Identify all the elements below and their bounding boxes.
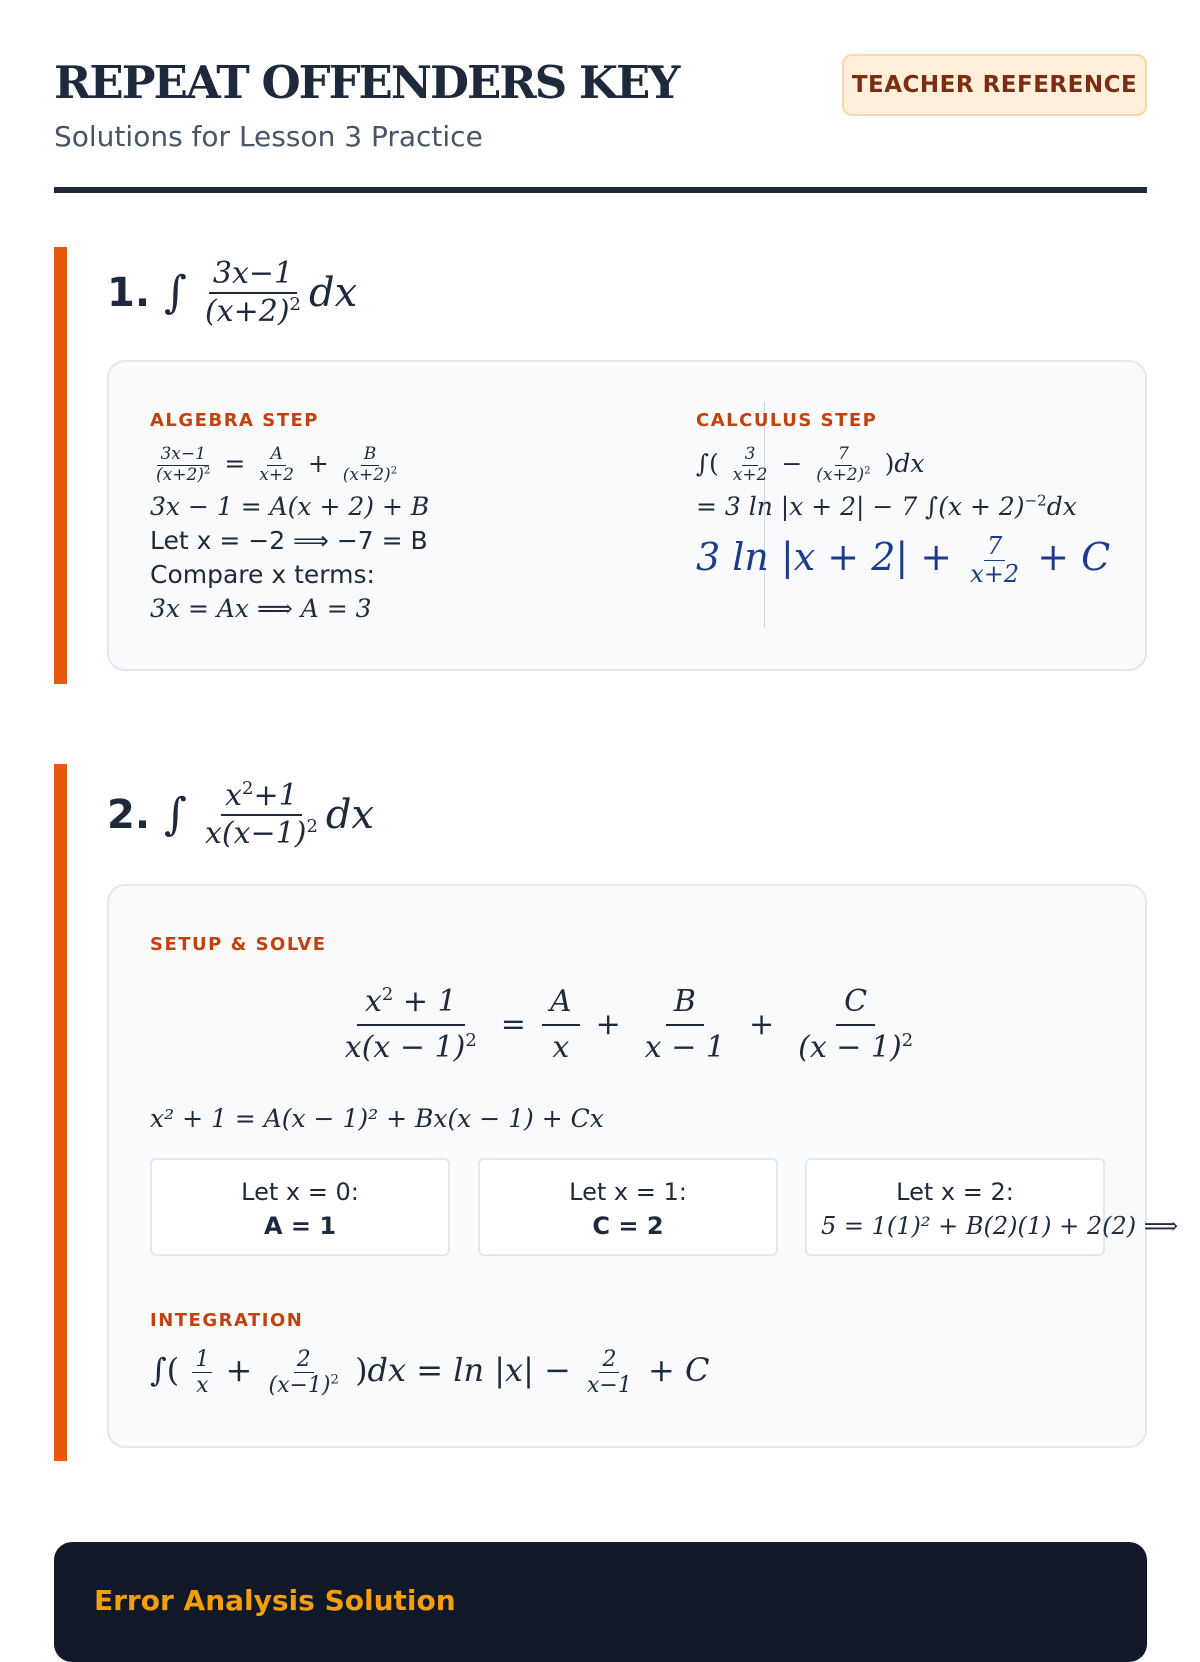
substitution-result: A = 1 [263,1212,337,1240]
problem-1-integrand [201,258,305,327]
problem-1-numerator: 3x−1 [209,258,297,294]
integral-sign: ∫ [164,267,187,318]
problem-1-final-answer: 3 ln |x + 2| + $\frac{7}{x+2}$ + C [696,532,1111,589]
algebra-step-label: ALGEBRA STEP [150,410,319,431]
substitution-title: Let x = 1: [569,1178,687,1206]
algebra-line-2: Let x = −2 ⟹ −7 = B [150,526,428,555]
error-analysis-title: Error Analysis Solution [94,1584,456,1617]
page-title: REPEAT OFFENDERS KEY [54,56,679,109]
calculus-line-2: = 3 ln |x + 2| − 7 $\int(x + 2)^{-2}dx$ [696,491,1077,521]
problem-1-number: 1. [107,269,151,316]
substitution-box-x1 [478,1158,778,1256]
integral-sign: ∫ [164,789,187,840]
problem-2-integrand: $\frac{x^2+1}{x(x-1)^2}$ [204,778,318,851]
problem-2-heading [107,780,374,849]
substitution-box-x0 [150,1158,450,1256]
substitution-box-x2 [805,1158,1179,1256]
integration-result: ∫( $\frac{1}{x}$ + $\frac{2}{(x-1)^2}$ )dx = ln |x| − $\frac{2}{x-1}$ + C [150,1347,710,1399]
problem-2-number: 2. [107,791,151,838]
substitution-title: Let x = 0: [241,1178,359,1206]
problem-2-dx: dx [325,791,375,838]
problem-1-dx: dx [308,269,358,316]
partial-fraction-decomposition: $\frac{x^2 + 1}{x(x - 1)^2}$ = $\frac{A}{x}$ + $\frac{B}{x - 1}$ + $\frac{C}{(x - 1)^2}$ [344,984,914,1065]
problem-2-solution-card [107,884,1179,1448]
problem-1-solution-card [107,360,1147,671]
teacher-reference-badge: TEACHER REFERENCE [842,54,1147,116]
problem-2-accent-bar [54,764,67,1461]
problem-1-heading [107,258,357,327]
substitution-result: C = 2 [592,1212,664,1240]
partial-fraction-setup: $\frac{3x-1}{(x+2)^2}$ = $\frac{A}{x+2}$ + $\frac{B}{(x+2)^2}$ [156,444,398,485]
header-divider [54,187,1147,193]
problem-1-denominator: $(x+2)^2$ [204,293,301,329]
substitution-title: Let x = 2: [896,1178,1014,1206]
error-analysis-panel [54,1542,1147,1662]
algebra-line-3: Compare x terms: [150,560,375,589]
integration-label: INTEGRATION [150,1310,304,1331]
algebra-line-1: 3x − 1 = A(x + 2) + B [150,492,430,521]
algebra-line-4: 3x = Ax ⟹ A = 3 [150,594,372,623]
calculus-line-1: ∫( $\frac{3}{x+2}$ − $\frac{7}{(x+2)^2}$ )dx [696,444,925,485]
expanded-equation: x² + 1 = A(x − 1)² + Bx(x − 1) + Cx [150,1104,604,1133]
substitution-result: 5 = 1(1)² + B(2)(1) + 2(2) ⟹ [821,1212,1179,1240]
problem-1-accent-bar [54,247,67,684]
page-subtitle: Solutions for Lesson 3 Practice [54,120,483,153]
setup-solve-label: SETUP & SOLVE [150,934,327,955]
calculus-step-label: CALCULUS STEP [696,410,878,431]
